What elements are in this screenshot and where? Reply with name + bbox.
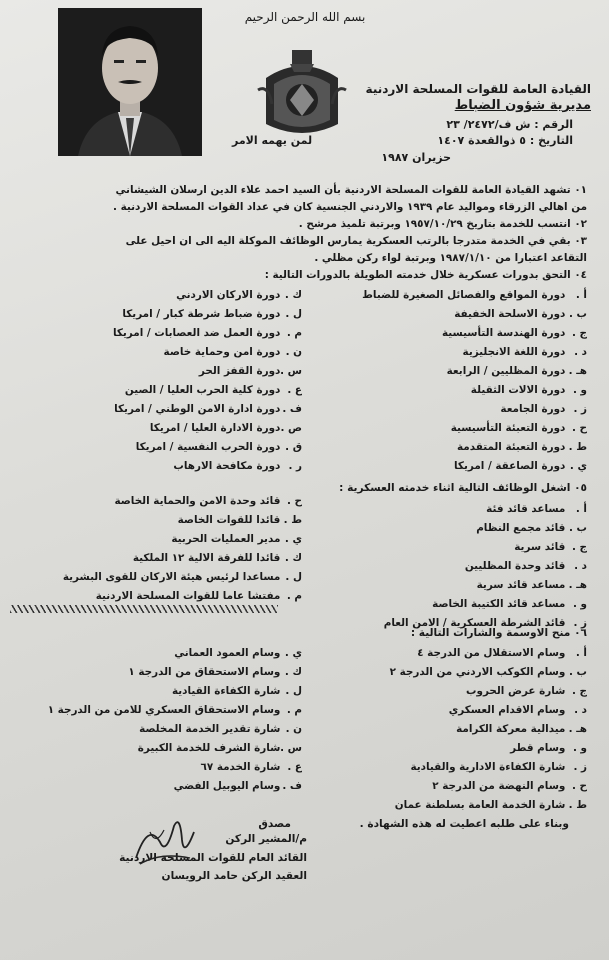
- list-item: ق . دورة الحرب النفسية / امريكا: [135, 441, 302, 453]
- list-item: و . وسام قطر: [510, 742, 587, 754]
- list-item: هـ . ميدالية معركة الكرامة: [456, 723, 587, 735]
- paragraph-2: ٠٢ انتسب للخدمة بتاريخ ١٩٥٧/١٠/٢٩ وبرتبة تلميذ مرشح .: [298, 218, 587, 230]
- list-item: ط . دورة التعبئة المتقدمة: [456, 441, 587, 453]
- list-item: و . دورة الالات الثقيلة: [470, 384, 587, 396]
- list-item: ب . دورة الاسلحة الخفيفة: [454, 308, 587, 320]
- jobs-left-column: [12, 492, 302, 606]
- addressee: لمن يهمه الامر: [232, 134, 313, 147]
- list-item: ل . دورة ضباط شرطة كبار / امريكا: [122, 308, 302, 320]
- list-item: ب . قائد مجمع النظام: [476, 522, 587, 534]
- list-item: ز . دورة الجامعة: [500, 403, 587, 415]
- list-item: هـ . مساعد قائد سرية: [476, 579, 587, 591]
- closing-statement: وبناء على طلبه اعطيت له هذه الشهادة .: [359, 818, 569, 830]
- reference-number: الرقم : ش ف/٢٤٧٢/ ٢٣: [446, 118, 573, 131]
- list-item: ج . شارة عرض الحروب: [466, 685, 587, 697]
- list-item: ح . دورة التعبئة التأسيسية: [450, 422, 587, 434]
- paragraph-1a: ٠١ تشهد القيادة العامة للقوات المسلحة الاردنية بأن السيد احمد علاء الدين ارسلان الشيشاني: [115, 184, 587, 196]
- list-item: أ . دورة المواقع والفصائل الصغيرة للضباط: [362, 289, 587, 301]
- list-item: ز . قائد الشرطة العسكرية / الامن العام: [383, 617, 587, 629]
- list-item: س . شارة الشرف للخدمة الكبيرة: [137, 742, 302, 754]
- list-item: ز . شارة الكفاءة الادارية والقيادية: [410, 761, 587, 773]
- list-item: ع . دورة كلية الحرب العليا / الصين: [124, 384, 302, 396]
- list-item: ن . دورة امن وحماية خاصة: [163, 346, 302, 358]
- list-item: ب . وسام الكوكب الاردني من الدرجة ٢: [389, 666, 587, 678]
- portrait-photo: [58, 8, 202, 156]
- list-item: ج . قائد سرية: [514, 541, 587, 553]
- paragraph-1b: من اهالي الزرقاء ومواليد عام ١٩٣٩ والاردني الجنسية كان في عداد القوات المسلحة الاردنية .: [113, 201, 587, 213]
- department-name: مديرية شؤون الضباط: [454, 98, 591, 113]
- hatched-divider: [10, 605, 278, 613]
- list-item: ج . دورة الهندسة التأسيسية: [441, 327, 587, 339]
- list-item: م . وسام الاستحقاق العسكري للامن من الدرجة ١: [47, 704, 302, 716]
- medals-right-column: [315, 644, 587, 815]
- list-item: ح . قائد وحدة الامن والحماية الخاصة: [114, 495, 302, 507]
- list-item: ح . وسام النهضة من الدرجة ٢: [432, 780, 587, 792]
- paragraph-3b: التقاعد اعتبارا من ١٩٨٧/١/١٠ وبرتبة لواء ركن مظلي .: [314, 252, 587, 264]
- list-item: ك . دورة الاركان الاردني: [176, 289, 302, 301]
- list-item: ف . دورة ادارة الامن الوطني / امريكا: [114, 403, 302, 415]
- certified-label: مصدق: [258, 818, 291, 830]
- list-item: ي . وسام العمود العماني: [174, 647, 302, 659]
- signatory-rank: م/المشير الركن: [225, 833, 307, 845]
- jobs-right-column: [315, 500, 587, 633]
- courses-left-column: [12, 286, 302, 476]
- courses-right-column: [315, 286, 587, 476]
- handwritten-signature: [130, 812, 200, 870]
- date-gregorian: حزيران ١٩٨٧: [381, 151, 451, 164]
- list-item: د . وسام الاقدام العسكري: [448, 704, 587, 716]
- list-item: ط . شارة الخدمة العامة بسلطنة عمان: [394, 799, 587, 811]
- list-item: أ . مساعد قائد فئة: [486, 503, 587, 515]
- list-item: ك . قائدا للفرقة الالية ١٢ الملكية: [132, 552, 302, 564]
- list-item: ط . قائدا للقوات الخاصة: [177, 514, 302, 526]
- jordan-emblem-icon: [252, 44, 352, 144]
- section-5-title: ٠٥ اشغل الوظائف التالية اثناء خدمته العسكرية :: [339, 482, 587, 494]
- list-item: و . مساعد قائد الكتيبة الخاصة: [432, 598, 587, 610]
- list-item: ع . شارة الخدمة ٦٧: [200, 761, 302, 773]
- list-item: أ . وسام الاستقلال من الدرجة ٤: [417, 647, 587, 659]
- list-item: ف . وسام اليوبيل الفضي: [173, 780, 302, 792]
- list-item: ل . شارة الكفاءة القيادية: [171, 685, 302, 697]
- list-item: ي . دورة الصاعقة / امريكا: [454, 460, 587, 472]
- list-item: ر . دورة مكافحة الارهاب: [173, 460, 302, 472]
- list-item: ي . مدير العمليات الحربية: [171, 533, 302, 545]
- list-item: ص . دورة الادارة العليا / امريكا: [149, 422, 302, 434]
- list-item: م . دورة العمل ضد العصابات / امريكا: [112, 327, 302, 339]
- paragraph-3a: ٠٣ بقي في الخدمة متدرجا بالرتب العسكرية يمارس الوظائف الموكلة اليه الى ان احيل على: [125, 235, 587, 247]
- medals-left-column: [12, 644, 302, 796]
- section-6-title: ٠٦ منح الاوسمة والشارات التالية :: [410, 627, 587, 639]
- list-item: د . دورة اللغة الانجليزية: [462, 346, 587, 358]
- date-hijri: التاريخ : ٥ ذوالقعدة ١٤٠٧: [437, 134, 573, 147]
- basmala: بسم الله الرحمن الرحيم: [244, 10, 366, 24]
- list-item: س . دورة القفز الحر: [198, 365, 302, 377]
- list-item: د . قائد وحدة المظليين: [464, 560, 587, 572]
- signatory-title: القائد العام للقوات المسلحة الاردنية: [119, 852, 307, 864]
- list-item: ن . شارة تقدير الخدمة المخلصة: [139, 723, 302, 735]
- paragraph-4: ٠٤ التحق بدورات عسكرية خلال خدمته الطويلة بالدورات التالية :: [264, 269, 587, 281]
- org-name: القيادة العامة للقوات المسلحة الاردنية: [365, 82, 591, 96]
- list-item: م . مفتشا عاما للقوات المسلحة الاردنية: [95, 590, 302, 602]
- list-item: ك . وسام الاستحقاق من الدرجة ١: [128, 666, 302, 678]
- signatory-name: العقيد الركن حامد الرويسان: [161, 870, 307, 882]
- list-item: ل . مساعدا لرئيس هيئة الاركان للقوى البشرية: [62, 571, 302, 583]
- list-item: هـ . دورة المظليين / الرابعة: [446, 365, 587, 377]
